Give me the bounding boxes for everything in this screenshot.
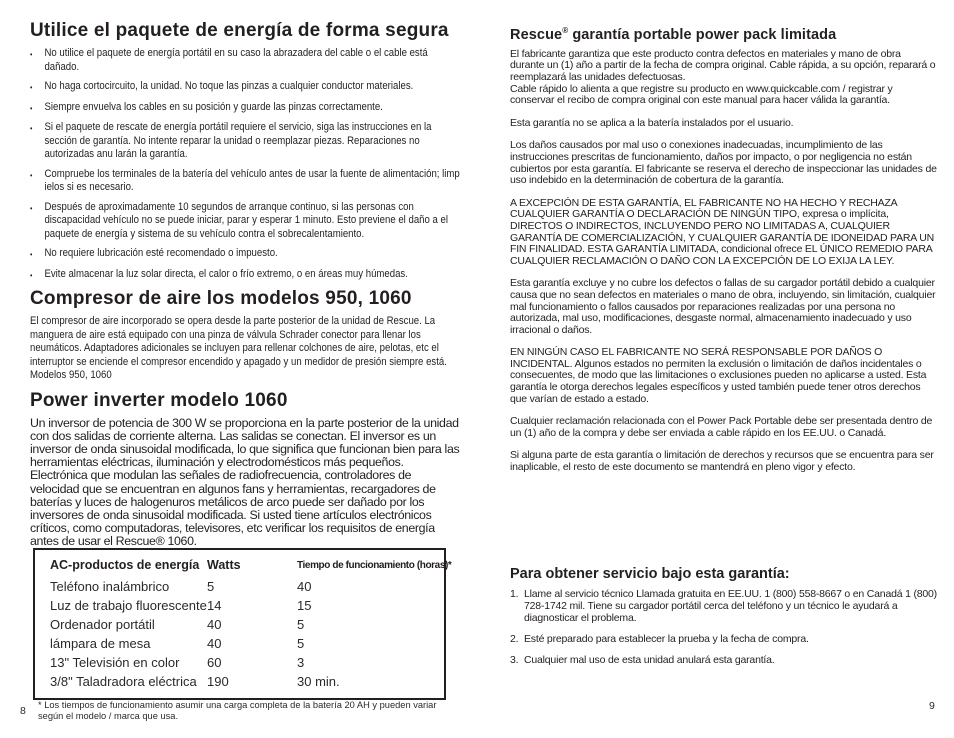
- bullet-text: Evite almacenar la luz solar directa, el calor o frío extremo, o en áreas muy húmedas.: [44, 267, 408, 280]
- warranty-paragraph: Esta garantía no se aplica a la batería instalados por el usuario.: [510, 116, 794, 129]
- bullet-item: [30, 201, 463, 242]
- step-number: 1.: [510, 588, 519, 600]
- bullet-text: No utilice el paquete de energía portátil en su caso la abrazadera del cable o el cable está dañado.: [44, 47, 428, 73]
- table-cell-product: Ordenador portátil: [50, 617, 155, 632]
- bullet-text: No haga cortocircuito, la unidad. No toque las pinzas a cualquier conductor materiales.: [44, 80, 414, 92]
- table-cell-watts: 40: [207, 636, 222, 651]
- bullet-item: [30, 121, 463, 162]
- brand-name: Rescue: [510, 26, 563, 43]
- runtime-table-body: [35, 577, 444, 691]
- table-cell-product: 3/8" Taladradora eléctrica: [50, 674, 197, 689]
- table-cell-watts: 190: [207, 674, 229, 689]
- bullet-text: Compruebe los terminales de la batería del vehículo antes de usar la fuente de alimentación; limp ielos si es necesario.: [44, 167, 460, 193]
- warranty-paragraph: Esta garantía excluye y no cubre los defectos o fallas de su cargador portátil debido a cualquier causa que no sean defectos en materiales o mano de obra, incluyendo, sin limitación, cualquier mal funcionamiento o fallos causados por reparaciones realizadas por una persona no autorizada, mal uso, modificaciones, desgaste normal, almacenamiento inadecuado y uso irracional o daños.: [510, 277, 936, 336]
- bullet-marker: •: [30, 250, 33, 259]
- left-page-column: [30, 20, 463, 548]
- table-row: [35, 596, 444, 615]
- bullet-marker: •: [30, 124, 33, 133]
- table-cell-runtime: 5: [297, 636, 305, 651]
- runtime-table-header: [35, 556, 452, 575]
- bullet-marker: •: [30, 83, 33, 92]
- bullet-item: [30, 101, 463, 116]
- service-step: [510, 588, 937, 624]
- table-row: [35, 653, 444, 672]
- table-cell-watts: 14: [207, 598, 222, 613]
- table-row: [35, 615, 444, 634]
- bullet-text: Siempre envuelva los cables en su posición y guarde las pinzas correctamente.: [44, 100, 383, 113]
- warranty-section-title: [510, 22, 937, 44]
- bullet-marker: •: [30, 270, 33, 280]
- warranty-title-rest: garantía portable power pack limitada: [568, 26, 837, 43]
- bullet-marker: •: [30, 50, 33, 59]
- table-row: [35, 577, 444, 596]
- table-row: [35, 672, 444, 691]
- header-cell-products: AC-productos de energía: [50, 558, 200, 572]
- bullet-marker: •: [30, 170, 33, 180]
- warranty-paragraph: A EXCEPCIÓN DE ESTA GARANTÍA, EL FABRICANTE NO HA HECHO Y RECHAZA CUALQUIER GARANTÍA O DECLARACIÓN DE NINGÚN TIPO, expresa o implícita, DIRECTOS O INDIRECTOS, INCLUYENDO PERO NO LIMITADAS A, CUALQUIER GARANTÍA DE COMERCIALIZACIÓN, Y CUALQUIER GARANTÍA DE IDONEIDAD PARA UN FIN FINALIDAD. ESTA GARANTÍA LIMITADA, condicional ofrece EL ÚNICO REMEDIO PARA CUALQUIER RECLAMACIÓN O DAÑO CON LA EXCEPCIÓN DE LO EXIJA LA LEY.: [510, 196, 934, 267]
- compressor-body: El compresor de aire incorporado se opera desde la parte posterior de la unidad de Rescue. La manguera de aire está equipado con una pinza de válvula Schrader conector para llenar los neumáticos. Adaptadores adicionales se incluyen para rellenar colchones de aire, pelotas, etc el interruptor se enciende el compresor encendido y apagado y un medidor de presión siempre está. Modelos 950, 1060: [30, 315, 447, 381]
- inverter-section-title: Power inverter modelo 1060: [30, 389, 288, 411]
- compressor-section-title: Compresor de aire los modelos 950, 1060: [30, 288, 412, 309]
- page-number-right: 9: [929, 700, 935, 712]
- step-text: Llame al servicio técnico Llamada gratuita en EE.UU. 1 (800) 558-8667 o en Canadá 1 (800) 728-1742 mil. Tiene su cargador portátil cerca del teléfono y un técnico le ayudará a diagnosticar el problema.: [524, 588, 937, 624]
- warranty-paragraph: Cable rápido lo alienta a que registre su producto en www.quickcable.com / registrar y conservar el recibo de compra original con este manual para hacer válida la garantía.: [510, 82, 893, 107]
- bullet-text: Si el paquete de rescate de energía portátil requiere el servicio, siga las instrucciones en la sección de garantía. No intente reparar la unidad o reemplazar piezas. Reparaciones no autorizadas anu larán la garantía.: [44, 121, 432, 160]
- table-cell-product: Luz de trabajo fluorescente: [50, 598, 207, 613]
- warranty-paragraph: EN NINGÚN CASO EL FABRICANTE NO SERÁ RESPONSABLE POR DAÑOS O INCIDENTAL. Algunos estados no permiten la exclusión o limitación de daños incidentales o consecuentes, de modo que las limitaciones o exclusiones pueden no aplicarse a usted. Esta garantía le otorga derechos legales específicos y usted también puede tener otros derechos que varían de estado a estado.: [510, 346, 927, 405]
- step-number: 2.: [510, 633, 519, 645]
- warranty-paragraph: Si alguna parte de esta garantía o limitación de derechos y recursos que se encuentra para ser inaplicable, el resto de este documento se mantendrá en pleno vigor y efecto.: [510, 449, 934, 474]
- warranty-paragraph: Cualquier reclamación relacionada con el Power Pack Portable debe ser presentada dentro de un (1) año de la compra y debe ser enviada a cable rápido en los EE.UU. o Canadá.: [510, 415, 933, 439]
- right-page-column: [510, 22, 937, 552]
- bullet-item: [30, 168, 463, 195]
- table-cell-watts: 60: [207, 655, 222, 670]
- safety-section-title: Utilice el paquete de energía de forma segura: [30, 20, 449, 41]
- step-text: Esté preparado para establecer la prueba y la fecha de compra.: [524, 633, 809, 645]
- table-row: [35, 634, 444, 653]
- safety-bullet-list: [30, 47, 463, 282]
- service-step: [510, 654, 937, 666]
- table-cell-runtime: 3: [297, 655, 305, 670]
- warranty-paragraph: El fabricante garantiza que este producto contra defectos en materiales y mano de obra durante un (1) año a partir de la fecha de compra original. Cable rápida, a su opción, reparará o reemplazará las unidades defectuosas.: [510, 47, 936, 84]
- bullet-marker: •: [30, 103, 33, 113]
- registered-mark: ®: [562, 26, 569, 35]
- table-cell-runtime: 30 min.: [297, 674, 340, 689]
- service-step: [510, 633, 937, 645]
- service-section-title: Para obtener servicio bajo esta garantía:: [510, 566, 790, 582]
- table-cell-watts: 5: [207, 579, 215, 594]
- step-text: Cualquier mal uso de esta unidad anulará esta garantía.: [524, 654, 775, 666]
- bullet-marker: •: [30, 203, 33, 213]
- step-number: 3.: [510, 654, 519, 666]
- table-cell-runtime: 5: [297, 617, 305, 632]
- runtime-table: [33, 548, 452, 700]
- header-cell-runtime: Tiempo de funcionamiento (horas)*: [297, 560, 452, 571]
- header-cell-watts: Watts: [207, 558, 241, 572]
- table-footnote: * Los tiempos de funcionamiento asumir una carga completa de la batería 20 AH y pueden variar según el modelo / marca que usa.: [38, 700, 437, 721]
- bullet-item: [30, 268, 463, 283]
- bullet-item: [30, 47, 463, 74]
- service-section: [510, 566, 937, 675]
- table-cell-watts: 40: [207, 617, 222, 632]
- inverter-paragraph-1: Un inversor de potencia de 300 W se proporciona en la parte posterior de la unidad con dos salidas de corriente alterna. Las salidas se conectan. El inversor es un inversor de onda sinusoidal modificada, lo que significa que funcionan bien para las herramientas eléctricas, iluminación y electrodomésticos más pequeños. Electrónica que modulan las señales de radiofrecuencia, controladores de velocidad que se encuentran en algunos fans y herramientas, recargadores de baterías y luces de halogenuros metálicos de arco puede ser dañado por los inversores de onda sinusoidal modificada. Si usted tiene artículos electrónicos críticos, como computadoras, televisores, etc verificar los requisitos de energía antes de usar el Rescue® 1060.: [30, 415, 460, 548]
- warranty-paragraph: Los daños causados por mal uso o conexiones inadecuadas, incumplimiento de las instrucciones prescritas de funcionamiento, daños por impacto, o por negligencia no están cubiertos por esta garantía. El fabricante se reserva el derecho de inspeccionar las unidades de uso indebido en la determinación de cobertura de la garantía.: [510, 139, 937, 187]
- table-cell-product: lámpara de mesa: [50, 636, 151, 651]
- table-cell-product: 13" Televisión en color: [50, 655, 180, 670]
- page-number-left: 8: [20, 705, 26, 717]
- table-cell-runtime: 15: [297, 598, 312, 613]
- table-cell-runtime: 40: [297, 579, 312, 594]
- bullet-item: [30, 247, 463, 262]
- bullet-text: Después de aproximadamente 10 segundos de arranque continuo, si las personas con discapacidad vehículo no se puede iniciar, parar y esperar 1 minuto. Esto previene el daño a el paquete de energía y sistema de su vehículo contra el sobrecalentamiento.: [44, 200, 449, 240]
- table-cell-product: Teléfono inalámbrico: [50, 579, 170, 594]
- bullet-text: No requiere lubricación esté recomendado o impuesto.: [44, 247, 278, 259]
- bullet-item: [30, 80, 463, 95]
